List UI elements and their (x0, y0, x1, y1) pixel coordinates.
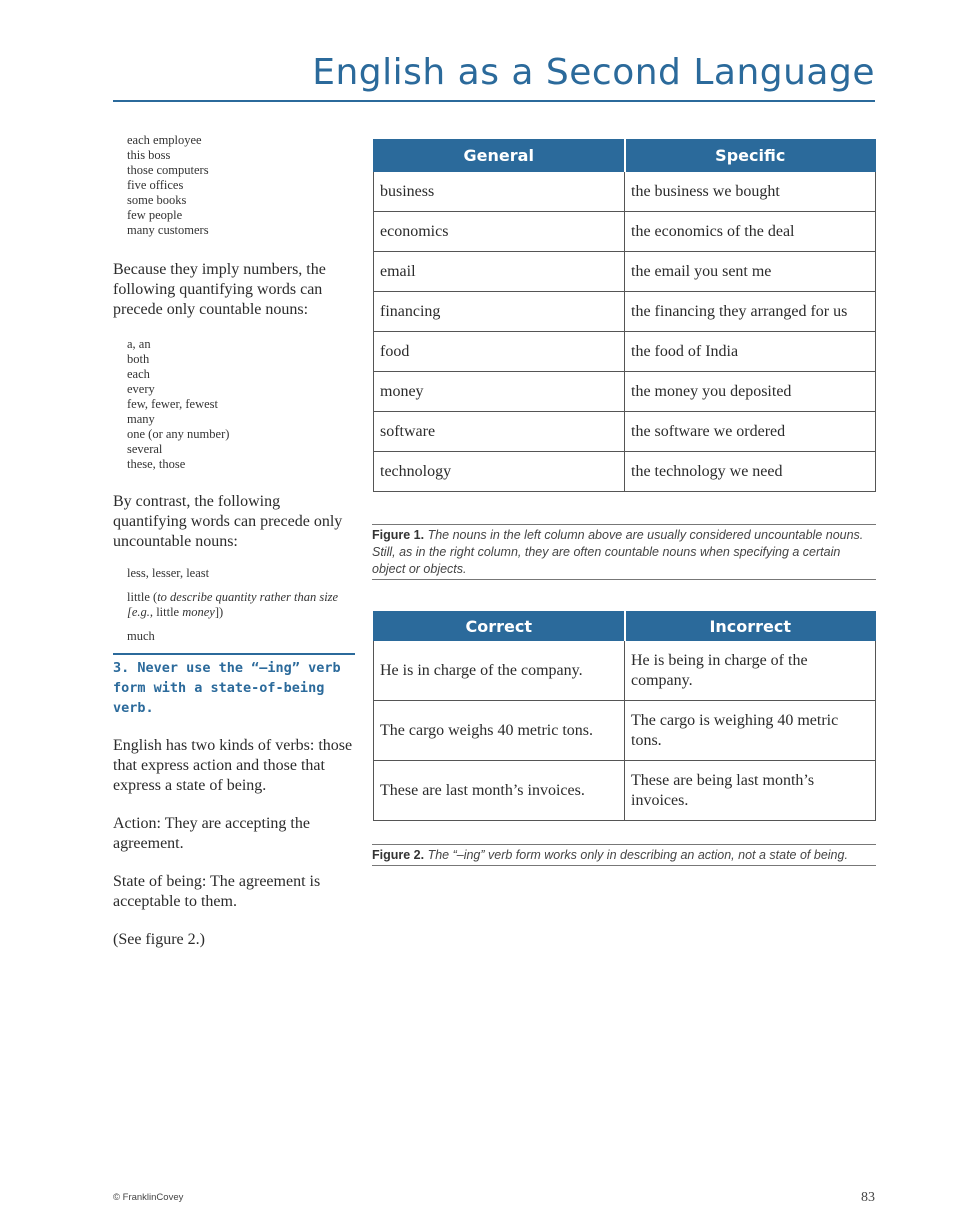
figure-2-text: The “–ing” verb form works only in describing an action, not a state of being. (427, 848, 848, 862)
table-row (374, 172, 876, 212)
paragraph-see-figure: (See figure 2.) (113, 931, 205, 948)
table-cell: The cargo weighs 40 metric tons. (374, 701, 625, 761)
list-item: both (127, 352, 150, 366)
table-row (374, 412, 876, 452)
table-header-row (374, 140, 876, 172)
column-header-general: General (374, 140, 625, 172)
paragraph-uncountable: By contrast, the following quantifying words can precede only uncountable nouns: (113, 493, 343, 550)
list-item: one (or any number) (127, 427, 230, 441)
figure-1-text: The nouns in the left column above are usually considered uncountable nouns. Still, as in the right column, they are often countable nouns when specifying a certain object or objects. (372, 528, 864, 576)
paragraph-state: State of being: The agreement is acceptable to them. (113, 873, 321, 910)
figure-2-label: Figure 2. (372, 848, 425, 862)
list-item: this boss (127, 148, 171, 162)
list-item: some books (127, 193, 187, 207)
figure-1-caption (372, 524, 876, 580)
table-row (374, 761, 876, 821)
table-cell: the technology we need (625, 452, 876, 492)
general-specific-table (373, 139, 876, 492)
section-heading: 3. Never use the “–ing” verb form with a state-of-being verb. (113, 660, 341, 716)
list-item: few, fewer, fewest (127, 397, 218, 411)
table-cell: technology (374, 452, 625, 492)
left-column (113, 133, 355, 950)
paragraph-countable: Because they imply numbers, the following quantifying words can precede only countable nouns: (113, 261, 326, 318)
page-title: English as a Second Language (312, 52, 875, 93)
table-cell: the economics of the deal (625, 212, 876, 252)
uncountable-item-little: little (to describe quantity rather than size [e.g., little money]) (127, 590, 339, 619)
figure-2-caption (372, 844, 876, 866)
paragraph-verbs: English has two kinds of verbs: those that express action and those that express a state of being. (113, 737, 353, 794)
table-cell: the financing they arranged for us (625, 292, 876, 332)
table-row (374, 701, 876, 761)
list-item: a, an (127, 337, 151, 351)
column-header-incorrect: Incorrect (625, 612, 876, 641)
table-cell: money (374, 372, 625, 412)
table-cell: email (374, 252, 625, 292)
table-cell: the food of India (625, 332, 876, 372)
table-row (374, 292, 876, 332)
list-item: few people (127, 208, 183, 222)
list-item: each (127, 367, 150, 381)
table-cell: financing (374, 292, 625, 332)
table-cell: He is being in charge of the company. (625, 641, 876, 701)
table-cell: business (374, 172, 625, 212)
table-cell: The cargo is weighing 40 metric tons. (625, 701, 876, 761)
table-cell: software (374, 412, 625, 452)
correct-incorrect-table (373, 611, 876, 821)
table-row (374, 641, 876, 701)
table-cell: the email you sent me (625, 252, 876, 292)
title-rule (113, 100, 875, 102)
paragraph-action: Action: They are accepting the agreement. (113, 815, 310, 852)
uncountable-item-less: less, lesser, least (127, 566, 210, 580)
footer-copyright: © FranklinCovey (113, 1192, 184, 1203)
table-row (374, 372, 876, 412)
table-cell: economics (374, 212, 625, 252)
table-row (374, 332, 876, 372)
countable-list (127, 337, 355, 472)
table-cell: food (374, 332, 625, 372)
list-item: several (127, 442, 163, 456)
list-item: many customers (127, 223, 209, 237)
table-cell: the money you deposited (625, 372, 876, 412)
table-cell: These are last month’s invoices. (374, 761, 625, 821)
table-cell: He is in charge of the company. (374, 641, 625, 701)
table-row (374, 452, 876, 492)
list-item: these, those (127, 457, 186, 471)
section-rule (113, 653, 355, 655)
uncountable-item-much: much (127, 629, 155, 643)
examples-list (127, 133, 355, 238)
list-item: many (127, 412, 155, 426)
table-header-row (374, 612, 876, 641)
table-cell: the business we bought (625, 172, 876, 212)
column-header-specific: Specific (625, 140, 876, 172)
table-row (374, 252, 876, 292)
table-row (374, 212, 876, 252)
list-item: every (127, 382, 155, 396)
table-cell: the software we ordered (625, 412, 876, 452)
list-item: those computers (127, 163, 209, 177)
column-header-correct: Correct (374, 612, 625, 641)
table-cell: These are being last month’s invoices. (625, 761, 876, 821)
list-item: each employee (127, 133, 202, 147)
page-number: 83 (861, 1190, 875, 1205)
list-item: five offices (127, 178, 184, 192)
figure-1-label: Figure 1. (372, 528, 425, 542)
